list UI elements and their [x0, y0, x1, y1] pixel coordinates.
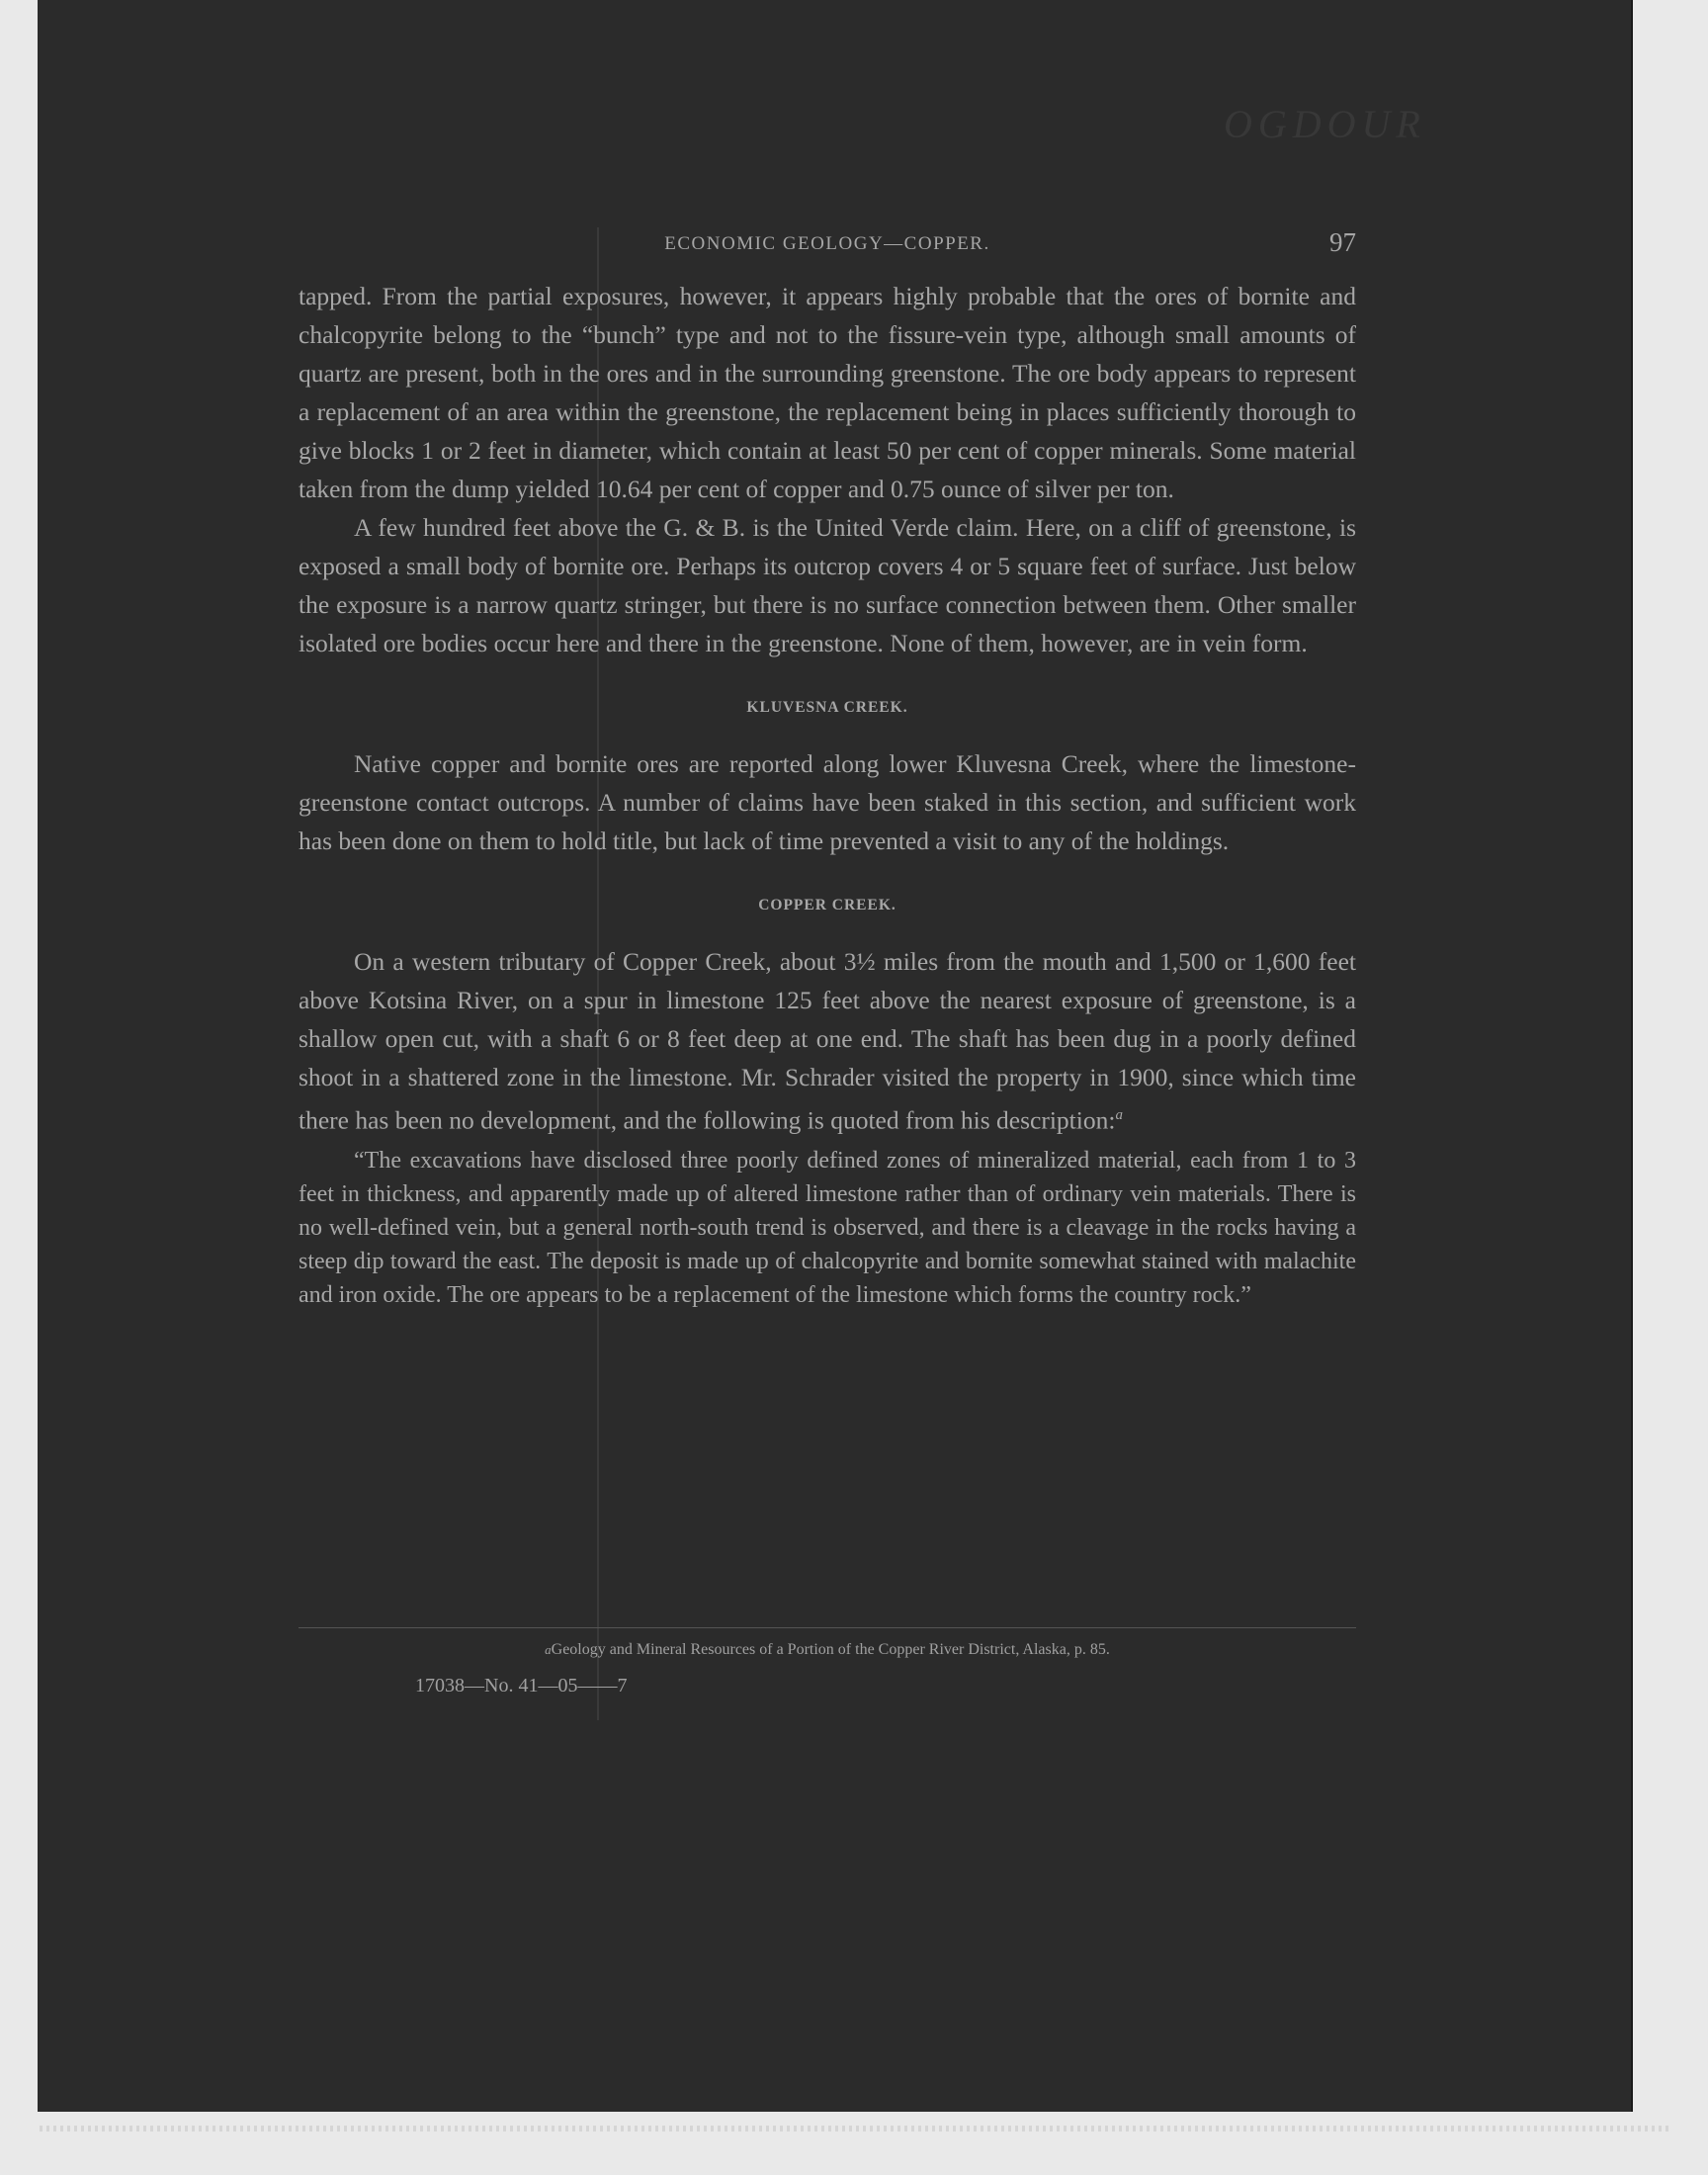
section-heading-kluvesna-creek: KLUVESNA CREEK. — [746, 699, 908, 716]
footnote-rule — [299, 1627, 1356, 1628]
footnote — [299, 1641, 1356, 1659]
paragraph-2: A few hundred feet above the G. & B. is the United Verde claim. Here, on a cliff of greenstone, is exposed a small body of bornite ore. Perhaps its outcrop covers 4 or 5 square feet of surface. Just below the exposure is a narrow quartz stringer, but there is no surface connection between them. Other smaller isolated ore bodies occur here and there in the greenstone. None of them, however, are in vein form. — [299, 513, 1356, 657]
body-text — [299, 277, 1356, 1312]
block-quote: “The excavations have disclosed three poorly defined zones of mineralized material, each from 1 to 3 feet in thickness, and apparently made up of altered limestone rather than of ordinary vein materials. There is no well-defined vein, but a general north-south trend is observed, and there is a cleavage in the rocks having a steep dip toward the east. The deposit is made up of chalcopyrite and bornite somewhat stained with malachite and iron oxide. The ore appears to be a replacement of the limestone which forms the country rock.” — [299, 1147, 1356, 1308]
footnote-reference: a — [1115, 1107, 1123, 1123]
paragraph-4-text: On a western tributary of Copper Creek, about 3½ miles from the mouth and 1,500 or 1,600 feet above Kotsina River, on a spur in limestone 125 feet above the nearest exposure of greenstone, is a shallow open cut, with a shaft 6 or 8 feet deep at one end. The shaft has been dug in a poorly defined shoot in a shattered zone in the limestone. Mr. Schrader visited the property in 1900, since which time there has been no development, and the following is quoted from his description: — [299, 947, 1356, 1135]
running-title: ECONOMIC GEOLOGY—COPPER. — [664, 233, 990, 254]
scan-bottom-edge — [0, 2112, 1708, 2175]
running-head — [299, 227, 1356, 259]
footnote-marker: a — [545, 1642, 552, 1657]
faint-stamp: OGDOUR — [1224, 102, 1426, 146]
paragraph-3: Native copper and bornite ores are reported along lower Kluvesna Creek, where the limestone-greenstone contact outcrops. A number of claims have been staked in this section, and sufficient work has been done on them to hold title, but lack of time prevented a visit to any of the holdings. — [299, 749, 1356, 855]
section-heading-copper-creek: COPPER CREEK. — [758, 897, 897, 914]
page-number: 97 — [1329, 227, 1356, 257]
paragraph-4 — [299, 942, 1356, 1140]
edge-dots — [40, 2126, 1668, 2132]
printer-signature-mark: 17038—No. 41—05——7 — [415, 1675, 628, 1696]
paragraph-1: tapped. From the partial exposures, however, it appears highly probable that the ores of bornite and chalcopyrite belong to the “bunch” type and not to the fissure-vein type, although small amounts of quartz are present, both in the ores and in the surrounding greenstone. The ore body appears to represent a replacement of an area within the greenstone, the replacement being in places sufficiently thorough to give blocks 1 or 2 feet in diameter, which contain at least 50 per cent of copper minerals. Some material taken from the dump yielded 10.64 per cent of copper and 0.75 ounce of silver per ton. — [299, 282, 1356, 503]
footnote-text: Geology and Mineral Resources of a Portion of the Copper River District, Alaska, p. 85. — [551, 1641, 1110, 1658]
